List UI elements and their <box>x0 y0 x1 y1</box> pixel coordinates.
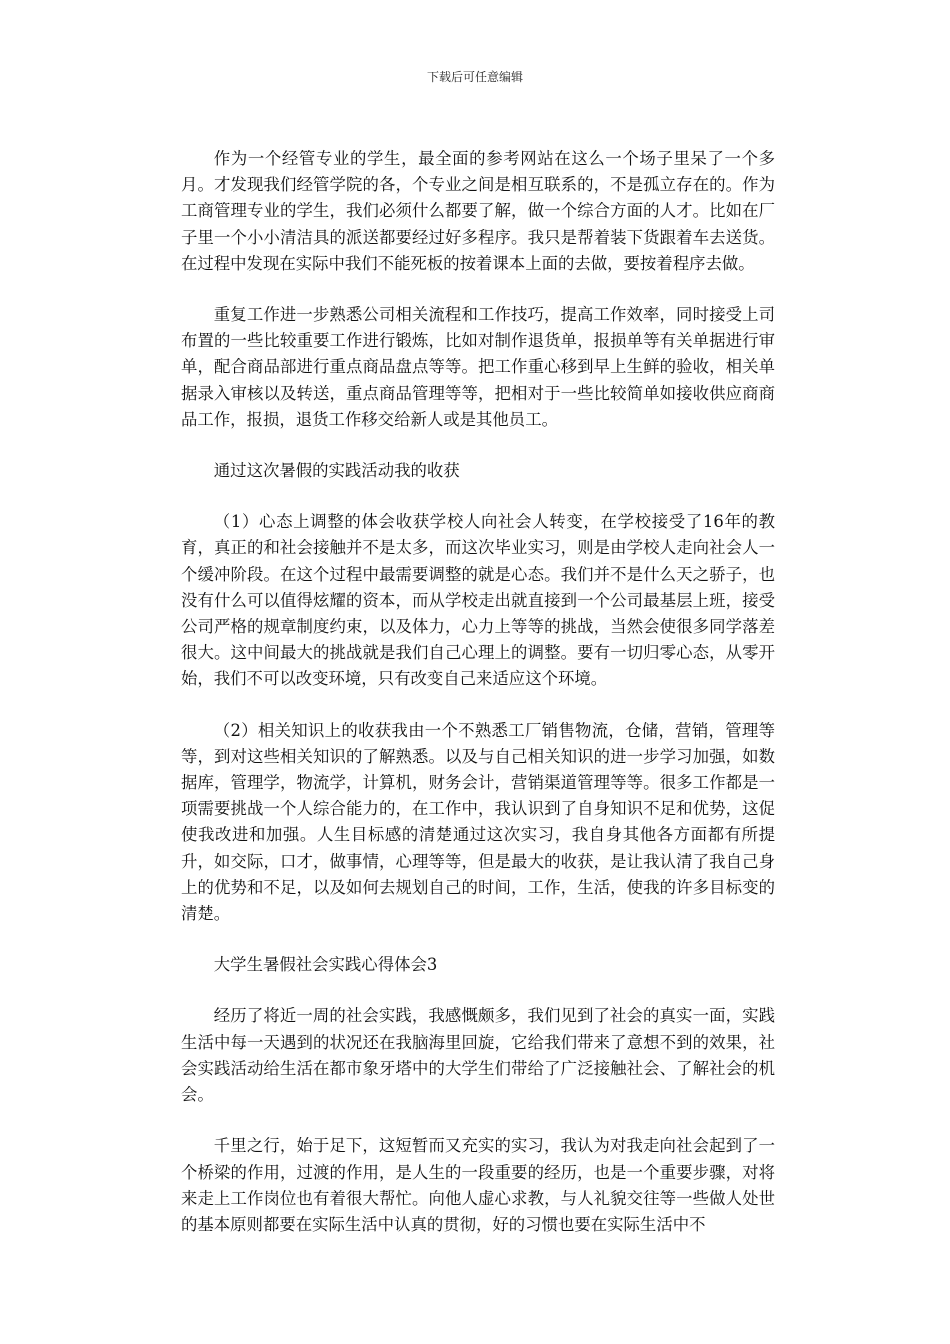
paragraph-mindset: （1）心态上调整的体会收获学校人向社会人转变，在学校接受了16年的教育，真正的和社会接触并不是太多，而这次毕业实习，则是由学校人走向社会人一个缓冲阶段。在这个过程中最需要调整的就是心态。我们并不是什么天之骄子，也没有什么可以值得炫耀的资本，而从学校走出就直接到一个公司最基层上班，接受公司严格的规章制度约束，以及体力，心力上等等的挑战，当然会使很多同学落差很大。这中间最大的挑战就是我们自己心理上的调整。要有一切归零心态，从零开始，我们不可以改变环境，只有改变自己来适应这个环境。 <box>181 512 775 689</box>
paragraph-1: 作为一个经管专业的学生，最全面的参考网站在这么一个场子里呆了一个多月。才发现我们经管学院的各，个专业之间是相互联系的，不是孤立存在的。作为工商管理专业的学生，我们必须什么都要了解，做一个综合方面的人才。比如在厂子里一个小小清洁具的派送都要经过好多程序。我只是帮着装下货跟着车去送货。在过程中发现在实际中我们不能死板的按着课本上面的去做，要按着程序去做。 <box>181 149 775 273</box>
paragraph-experience: 经历了将近一周的社会实践，我感慨颇多，我们见到了社会的真实一面，实践生活中每一天遇到的状况还在我脑海里回旋，它给我们带来了意想不到的效果，社会实践活动给生活在都市象牙塔中的大学生们带给了广泛接触社会、了解社会的机会。 <box>181 1006 775 1105</box>
download-note: 下载后可任意编辑 <box>426 70 523 84</box>
section-heading-3: 大学生暑假社会实践心得体会3 <box>213 955 438 975</box>
paragraph-journey: 千里之行，始于足下，这短暂而又充实的实习，我认为对我走向社会起到了一个桥梁的作用，过渡的作用，是人生的一段重要的经历，也是一个重要步骤，对将来走上工作岗位也有着很大帮忙。向他人虚心求教，与人礼貌交往等一些做人处世的基本原则都要在实际生活中认真的贯彻，好的习惯也要在实际生活中不 <box>181 1136 775 1234</box>
section-heading-gains: 通过这次暑假的实践活动我的收获 <box>213 461 460 481</box>
paragraph-knowledge: （2）相关知识上的收获我由一个不熟悉工厂销售物流，仓储，营销，管理等等，到对这些相关知识的了解熟悉。以及与自己相关知识的进一步学习加强，如数据库，管理学，物流学，计算机，财务会计，营销渠道管理等等。很多工作都是一项需要挑战一个人综合能力的，在工作中，我认识到了自身知识不足和优势，这促使我改进和加强。人生目标感的清楚通过这次实习，我自身其他各方面都有所提升，如交际，口才，做事情，心理等等，但是最大的收获，是让我认清了我自己身上的优势和不足，以及如何去规划自己的时间，工作，生活，使我的许多目标变的清楚。 <box>181 720 775 924</box>
paragraph-2: 重复工作进一步熟悉公司相关流程和工作技巧，提高工作效率，同时接受上司布置的一些比较重要工作进行锻炼，比如对制作退货单，报损单等有关单据进行审单，配合商品部进行重点商品盘点等等。把工作重心移到早上生鲜的验收，相关单据录入审核以及转送，重点商品管理等等，把相对于一些比较简单如接收供应商商品工作，报损，退货工作移交给新人或是其他员工。 <box>181 305 775 429</box>
document-body <box>181 146 775 1263</box>
